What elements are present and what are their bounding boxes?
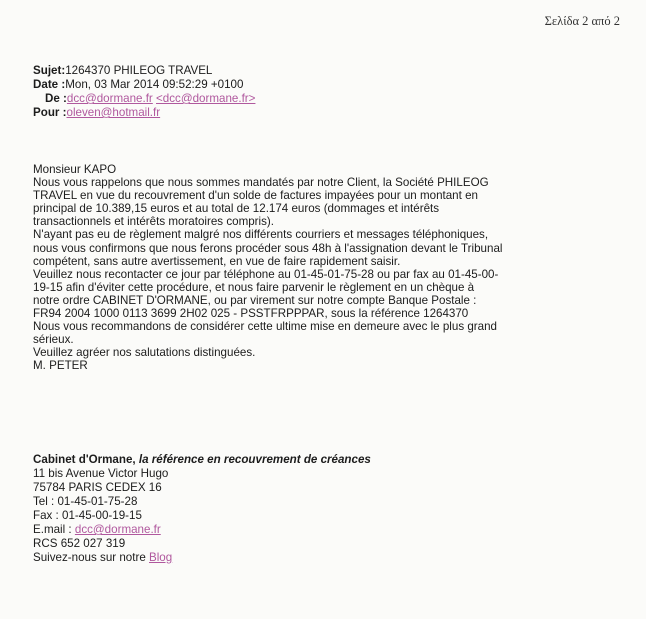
from-row <box>33 92 255 106</box>
email-line <box>33 523 371 537</box>
subject-row <box>33 64 255 78</box>
company-tagline: la référence en recouvrement de créances <box>138 453 371 466</box>
letter-line: FR94 2004 1000 0113 3699 2H02 025 - PSSTFRPPPAR, sous la référence 1264370 <box>33 307 469 321</box>
to-row <box>33 106 255 120</box>
letter-line: sérieux. <box>33 333 74 347</box>
letter-line: transactionnels et intérêts moratoires compris). <box>33 215 274 229</box>
fax-line: Fax : 01-45-00-19-15 <box>33 509 142 522</box>
to-label: Pour : <box>33 106 67 119</box>
letter-line: Veuillez nous recontacter ce jour par téléphone au 01-45-01-75-28 ou par fax au 01-45-00- <box>33 267 499 281</box>
from-email-bracketed-link[interactable]: <dcc@dormane.fr> <box>156 92 256 105</box>
date-row <box>33 78 255 92</box>
company-line <box>33 453 371 467</box>
letter-line: compétent, sans autre avertissement, en vue de faire rapidement saisir. <box>33 254 401 268</box>
from-label: De : <box>45 92 67 105</box>
date-label: Date : <box>33 78 66 91</box>
letter-body <box>33 163 633 373</box>
signature-email-link[interactable]: dcc@dormane.fr <box>74 523 161 536</box>
rcs-line: RCS 652 027 319 <box>33 537 126 550</box>
letter-line: Veuillez agréer nos salutations distinguées. <box>33 346 256 360</box>
address-line-2: 75784 PARIS CEDEX 16 <box>33 481 162 494</box>
letter-line: Monsieur KAPO <box>33 163 117 176</box>
date-value: Mon, 03 Mar 2014 09:52:29 +0100 <box>65 78 244 91</box>
letter-line: TRAVEL en vue du recouvrement d'un solde de factures impayées pour un montant en <box>33 189 478 203</box>
letter-line: notre ordre CABINET D'ORMANE, ou par virement sur notre compte Banque Postale : <box>33 293 477 307</box>
letter-line: M. PETER <box>33 359 88 373</box>
subject-value: 1264370 PHILEOG TRAVEL <box>65 64 213 77</box>
email-label: E.mail : <box>33 523 75 536</box>
letter-line: Nous vous recommandons de considérer cette ultime mise en demeure avec le plus grand <box>33 320 497 334</box>
letter-line: principal de 10.389,15 euros et au total de 12.174 euros (dommages et intérêts <box>33 202 440 216</box>
company-name: Cabinet d'Ormane, <box>33 453 136 466</box>
email-header <box>33 64 255 120</box>
letter-line: N'ayant pas eu de règlement malgré nos différents courriers et messages téléphoniques, <box>33 228 489 242</box>
signature-block <box>33 453 371 565</box>
subject-label: Sujet: <box>33 64 66 77</box>
to-email-link[interactable]: oleven@hotmail.fr <box>66 106 161 119</box>
from-email-link[interactable]: dcc@dormane.fr <box>66 92 153 105</box>
letter-line: 19-15 afin d'éviter cette procédure, et nous faire parvenir le règlement en un chèque à <box>33 280 475 294</box>
page-number: Σελίδα 2 από 2 <box>544 14 620 28</box>
follow-text: Suivez-nous sur notre <box>33 551 149 564</box>
address-line-1: 11 bis Avenue Victor Hugo <box>33 467 169 480</box>
blog-link[interactable]: Blog <box>149 551 173 564</box>
tel-line: Tel : 01-45-01-75-28 <box>33 495 138 508</box>
letter-line: nous vous confirmons que nous ferons procéder sous 48h à l'assignation devant le Tribunal <box>33 241 503 255</box>
follow-line <box>33 551 371 565</box>
letter-line: Nous vous rappelons que nous sommes mandatés par notre Client, la Société PHILEOG <box>33 176 489 190</box>
